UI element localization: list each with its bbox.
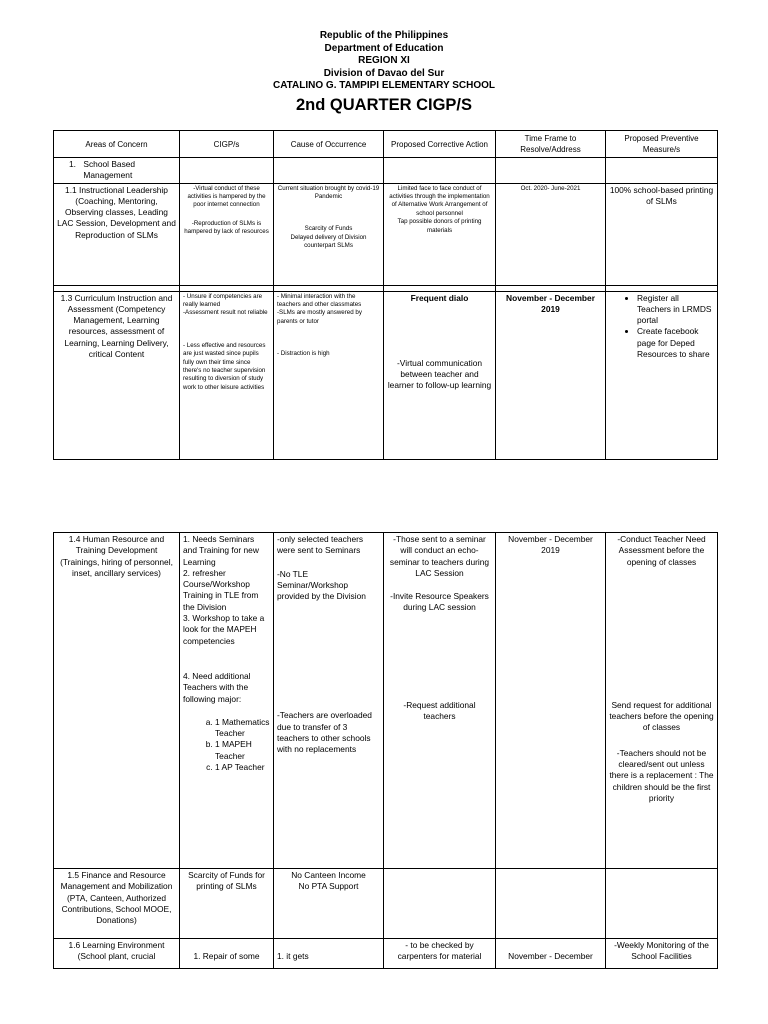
action-cell: Frequent dialo -Virtual communication between teacher and learner to follow-up learning [384, 291, 496, 459]
list-item: • Register all Teachers in LRMDS portal [637, 293, 714, 327]
time-cell: November - December 2019 [496, 533, 606, 869]
header-line-region: REGION XI [358, 55, 410, 66]
column-header: Areas of Concern [54, 131, 180, 158]
area-cell: 1.6 Learning Environment (School plant, crucial [54, 939, 180, 969]
column-header: Cause of Occurrence [274, 131, 384, 158]
column-header: Proposed Corrective Action [384, 131, 496, 158]
cigp-cell: 1. Repair of some [180, 939, 274, 969]
list-item: a. 1 Mathematics Teacher [215, 717, 270, 740]
section-cell [54, 158, 180, 184]
list-item: • Create facebook page for Deped Resources to share [637, 326, 714, 360]
cause-cell: -only selected teachers were sent to Seminars -No TLE Seminar/Workshop provided by the Division -Teachers are overloaded due to transfer of 3 teachers to other schools with no replacements [274, 533, 384, 869]
cigp-cell: -Virtual conduct of these activities is hampered by the poor internet connection -Reproduction of SLMs is hampered by lack of resources [180, 183, 274, 285]
cause-cell: - Minimal interaction with the teachers and other classmates -SLMs are mostly answered by parents or tutor - Distraction is high [274, 291, 384, 459]
cause-cell: 1. it gets [274, 939, 384, 969]
table-row [54, 533, 718, 869]
cigp-cell: - Unsure if competencies are really learned -Assessment result not reliable - Less effective and resources are just wasted since pupils fully own their time since there's no teacher supervision resulting to diversion of study work to other leisure activities [180, 291, 274, 459]
table-row [54, 869, 718, 939]
table-header-row [54, 131, 718, 158]
measure-cell: -Weekly Monitoring of the School Facilities [606, 939, 718, 969]
column-header: Time Frame to Resolve/Address [496, 131, 606, 158]
column-header: Proposed Preventive Measure/s [606, 131, 718, 158]
header-line-department: Department of Education [324, 42, 444, 54]
time-cell: November - December 2019 [496, 291, 606, 459]
table-row [54, 291, 718, 459]
section-label: School Based Management [83, 159, 136, 181]
cause-cell: Current situation brought by covid-19 Pandemic Scarcity of Funds Delayed delivery of Division counterpart SLMs [274, 183, 384, 285]
time-cell: Oct. 2020- June-2021 [496, 183, 606, 285]
cigp-cell: Scarcity of Funds for printing of SLMs [180, 869, 274, 939]
area-cell: 1.4 Human Resource and Training Development (Trainings, hiring of personnel, inset, ancillary services) [54, 533, 180, 869]
table-row [54, 939, 718, 969]
measure-cell: -Conduct Teacher Need Assessment before the opening of classes Send request for additional teachers before the opening of classes -Teachers should not be cleared/sent out unless there is a replacement : The children should be the first priority [606, 533, 718, 869]
table-row [54, 158, 718, 184]
cigp-table-bottom [53, 532, 718, 969]
cause-cell: No Canteen Income No PTA Support [274, 869, 384, 939]
action-cell: - to be checked by carpenters for material [384, 939, 496, 969]
header-line-republic: Republic of the Philippines [319, 30, 449, 41]
table-row [54, 183, 718, 285]
measure-cell [606, 291, 718, 459]
measure-cell: 100% school-based printing of SLMs [606, 183, 718, 285]
document-header [0, 30, 768, 115]
page-title: 2nd QUARTER CIGP/S [295, 95, 472, 114]
time-cell: November - December [496, 939, 606, 969]
area-cell: 1.3 Curriculum Instruction and Assessment (Competency Management, Learning resources, assessment of Learning, Learning Delivery, critical Content [54, 291, 180, 459]
action-cell: -Those sent to a seminar will conduct an echo-seminar to teachers during LAC Session -Invite Resource Speakers during LAC session -Request additional teachers [384, 533, 496, 869]
list-item: c. 1 AP Teacher [215, 762, 270, 773]
list-item: b. 1 MAPEH Teacher [215, 739, 270, 762]
header-line-school: CATALINO G. TAMPIPI ELEMENTARY SCHOOL [272, 80, 496, 91]
area-cell: 1.1 Instructional Leadership (Coaching, Mentoring, Observing classes, Leading LAC Session, Development and Reproduction of SLMs [54, 183, 180, 285]
header-line-division: Division of Davao del Sur [323, 67, 445, 79]
cigp-table-top [53, 130, 718, 460]
column-header: CIGP/s [180, 131, 274, 158]
cigp-cell: 1. Needs Seminars and Training for new Learning 2. refresher Course/Workshop Training in TLE from the Division 3. Workshop to take a look for the MAPEH competencies 4. Need additional Teachers with the following major: a. 1 Mathematics Teacher b. 1 MAPEH Teacher c. 1 AP Teacher [180, 533, 274, 869]
action-cell: Limited face to face conduct of activities through the implementation of Alternative Work Arrangement of school personnel Tap possible donors of printing materials [384, 183, 496, 285]
section-number: 1. [69, 159, 76, 169]
area-cell: 1.5 Finance and Resource Management and Mobilization (PTA, Canteen, Authorized Contributions, School MOOE, Donations) [54, 869, 180, 939]
